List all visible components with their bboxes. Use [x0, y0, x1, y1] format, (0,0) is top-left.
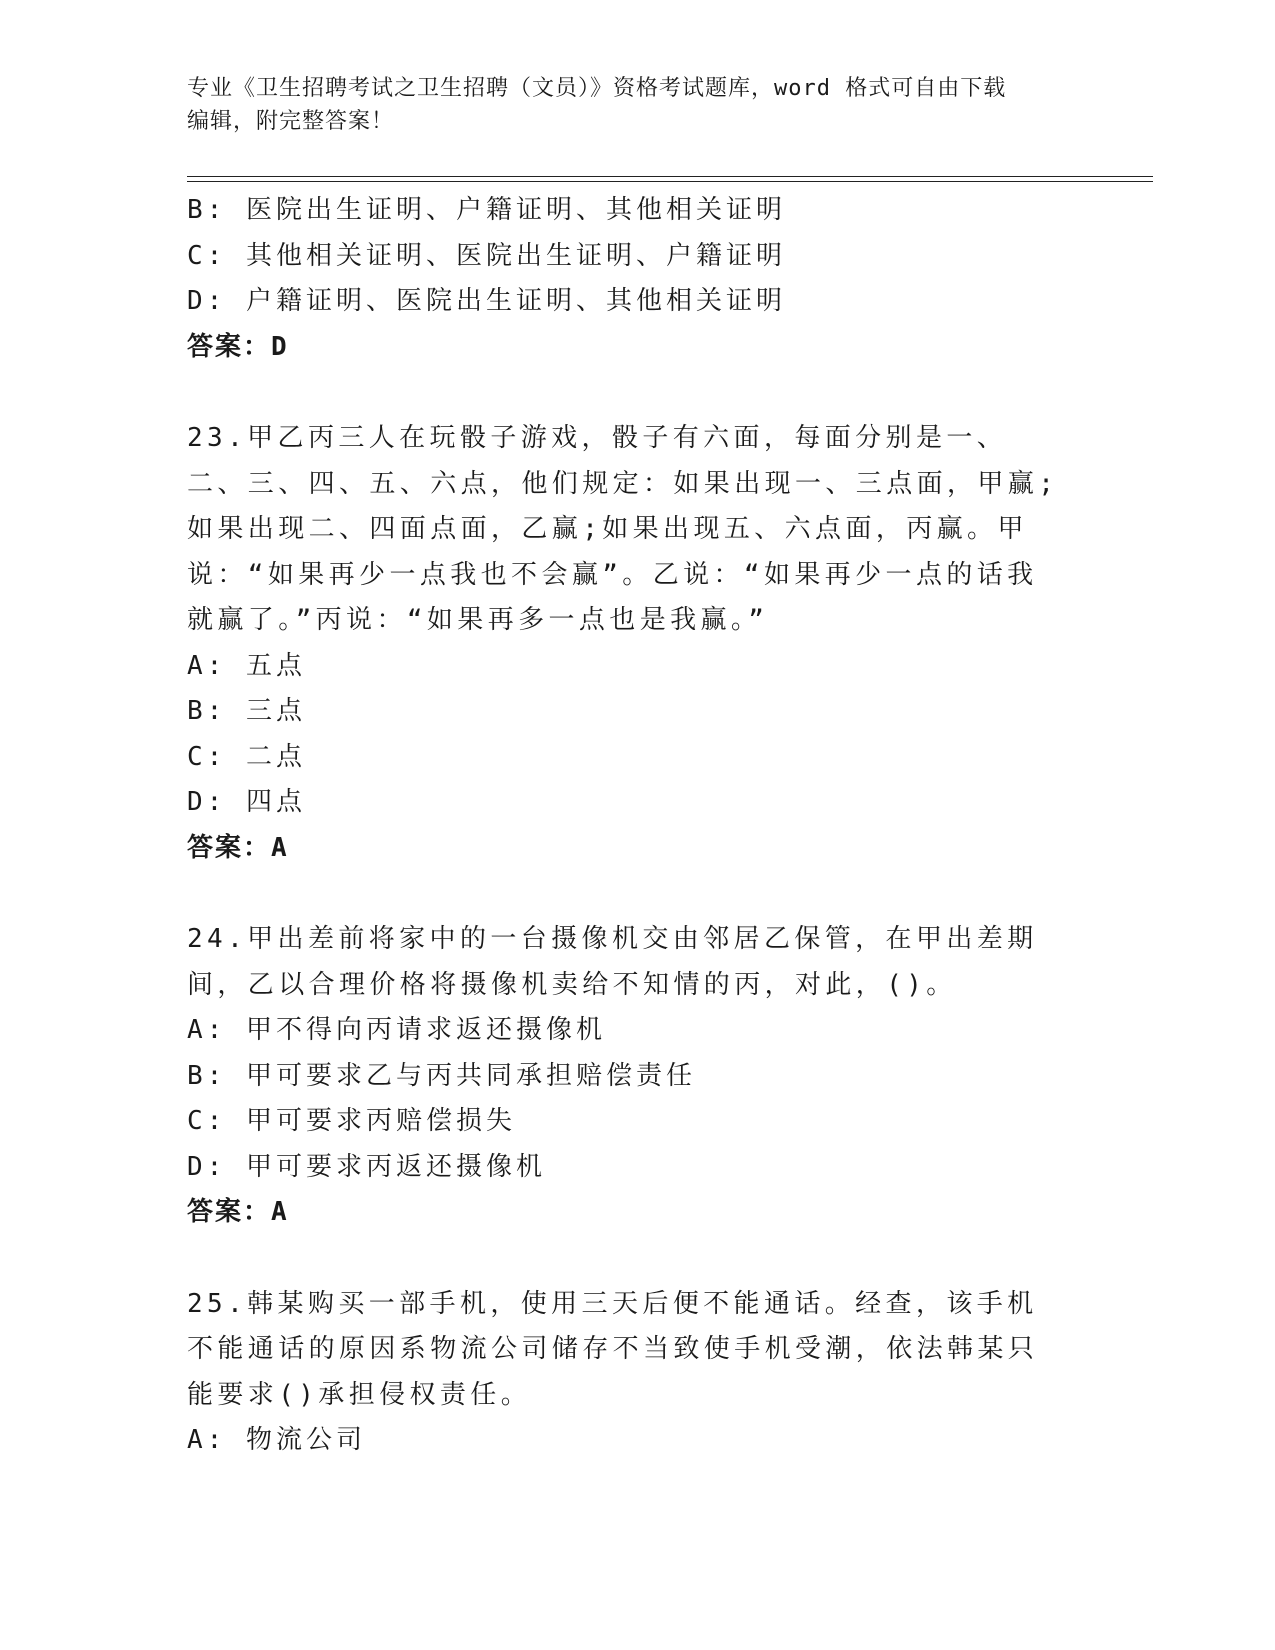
header-line-1: 专业《卫生招聘考试之卫生招聘（文员）》资格考试题库，word 格式可自由下载 [187, 76, 1007, 101]
question-23 [187, 416, 1067, 871]
spacer [187, 370, 1067, 416]
option-c: C: 其他相关证明、医院出生证明、户籍证明 [187, 240, 786, 271]
option-d: D: 户籍证明、医院出生证明、其他相关证明 [187, 286, 786, 316]
header-rule-top [187, 176, 1153, 177]
question-25 [187, 1282, 1067, 1464]
question-stem: 25.韩某购买一部手机，使用三天后便不能通话。经查，该手机不能通话的原因系物流公司储存不当致使手机受潮，依法韩某只能要求()承担侵权责任。 [187, 1288, 1039, 1410]
question-22 [187, 188, 1067, 370]
spacer [187, 1236, 1067, 1282]
answer: 答案：D [187, 331, 289, 362]
option-a: A: 物流公司 [187, 1425, 366, 1455]
option-c: C: 二点 [187, 741, 306, 772]
question-stem: 24.甲出差前将家中的一台摄像机交由邻居乙保管，在甲出差期间，乙以合理价格将摄像机卖给不知情的丙，对此，()。 [187, 924, 1038, 1000]
document-header [187, 72, 1067, 138]
header-rule-bottom [187, 181, 1153, 182]
question-stem: 23.甲乙丙三人在玩骰子游戏，骰子有六面，每面分别是一、二、三、四、五、六点，他们规定：如果出现一、三点面，甲赢;如果出现二、四面点面，乙赢;如果出现五、六点面，丙赢。甲说：“如果再少一点我也不会赢”。乙说：“如果再少一点的话我就赢了。”丙说：“如果再多一点也是我赢。” [187, 423, 1059, 635]
option-b: B: 三点 [187, 696, 306, 726]
answer: 答案：A [187, 1197, 289, 1227]
option-a: A: 五点 [187, 650, 306, 681]
option-c: C: 甲可要求丙赔偿损失 [187, 1106, 516, 1136]
spacer [187, 871, 1067, 917]
question-list [187, 188, 1067, 1464]
header-line-2: 编辑，附完整答案！ [187, 109, 395, 134]
option-b: B: 甲可要求乙与丙共同承担赔偿责任 [187, 1060, 696, 1091]
answer: 答案：A [187, 832, 289, 863]
option-b: B: 医院出生证明、户籍证明、其他相关证明 [187, 195, 786, 225]
option-d: D: 四点 [187, 787, 306, 817]
question-24 [187, 917, 1067, 1236]
option-a: A: 甲不得向丙请求返还摄像机 [187, 1015, 606, 1045]
option-d: D: 甲可要求丙返还摄像机 [187, 1151, 546, 1182]
